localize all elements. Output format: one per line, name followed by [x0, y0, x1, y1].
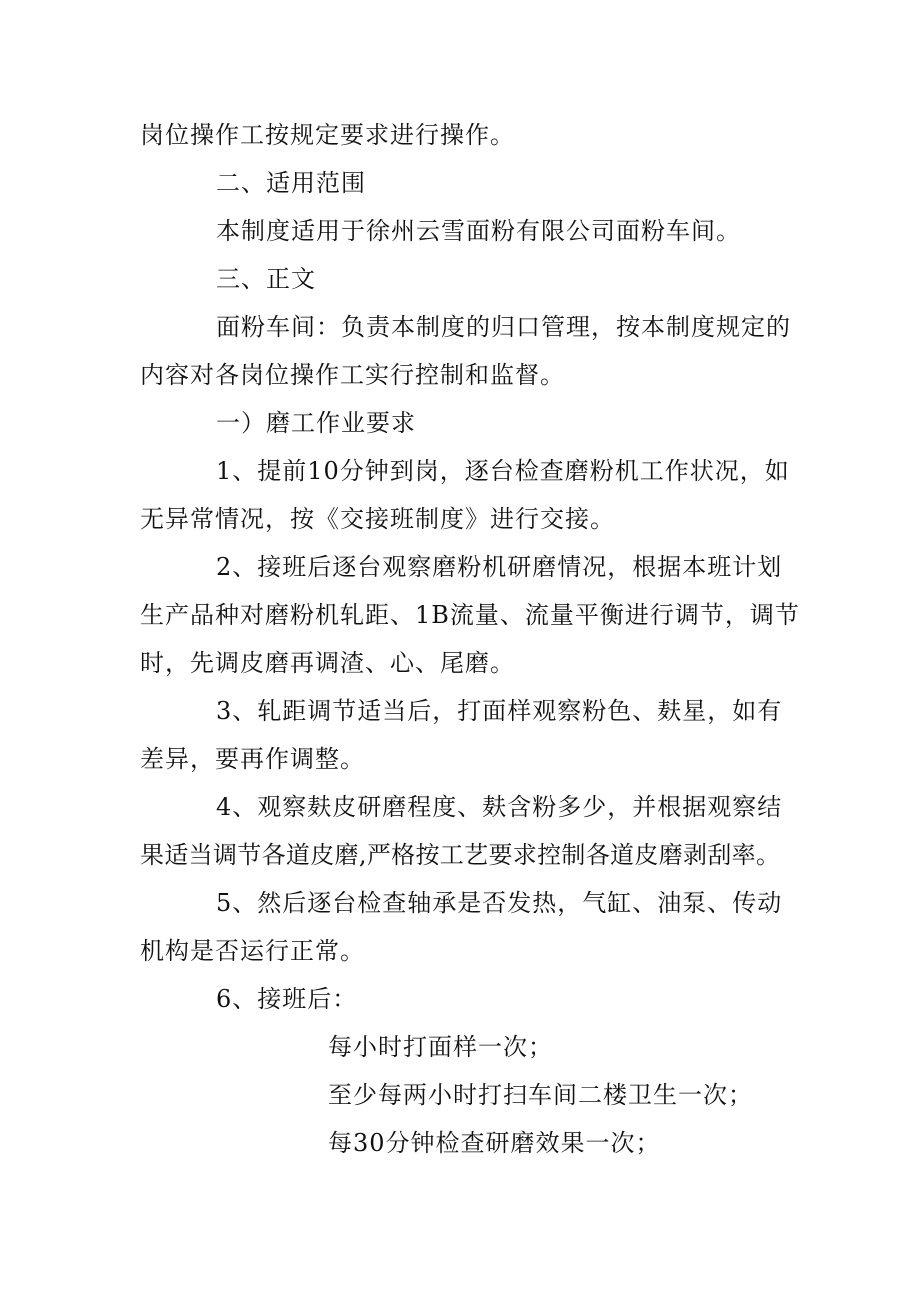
paragraph-line: 生产品种对磨粉机轧距、1B流量、流量平衡进行调节，调节 [140, 601, 800, 629]
section-heading: 二、适用范围 [216, 169, 366, 197]
subsection-heading: 一）磨工作业要求 [216, 409, 416, 437]
paragraph-line: 果适当调节各道皮磨,严格按工艺要求控制各道皮磨剥刮率。 [140, 841, 780, 869]
paragraph-line: 面粉车间：负责本制度的归口管理，按本制度规定的 [216, 313, 791, 341]
paragraph-line: 机构是否运行正常。 [140, 937, 365, 965]
paragraph-line: 4、观察麸皮研磨程度、麸含粉多少，并根据观察结 [216, 793, 783, 821]
paragraph-line: 1、提前10分钟到岗，逐台检查磨粉机工作状况，如 [216, 457, 790, 485]
paragraph-line: 本制度适用于徐州云雪面粉有限公司面粉车间。 [216, 217, 741, 245]
paragraph-line: 3、轧距调节适当后，打面样观察粉色、麸星，如有 [216, 697, 783, 725]
section-heading: 三、正文 [216, 265, 316, 293]
paragraph-line: 差异，要再作调整。 [140, 745, 365, 773]
schedule-item: 每30分钟检查研磨效果一次； [328, 1129, 661, 1157]
paragraph-line: 内容对各岗位操作工实行控制和监督。 [140, 361, 565, 389]
paragraph-line: 时，先调皮磨再调渣、心、尾磨。 [140, 649, 515, 677]
paragraph-line: 2、接班后逐台观察磨粉机研磨情况，根据本班计划 [216, 553, 783, 581]
paragraph-line: 6、接班后： [216, 985, 358, 1013]
paragraph-line: 无异常情况，按《交接班制度》进行交接。 [140, 505, 615, 533]
schedule-item: 每小时打面样一次； [328, 1033, 553, 1061]
paragraph-line: 岗位操作工按规定要求进行操作。 [140, 121, 515, 149]
paragraph-line: 5、然后逐台检查轴承是否发热，气缸、油泵、传动 [216, 889, 783, 917]
schedule-item: 至少每两小时打扫车间二楼卫生一次； [328, 1081, 753, 1109]
